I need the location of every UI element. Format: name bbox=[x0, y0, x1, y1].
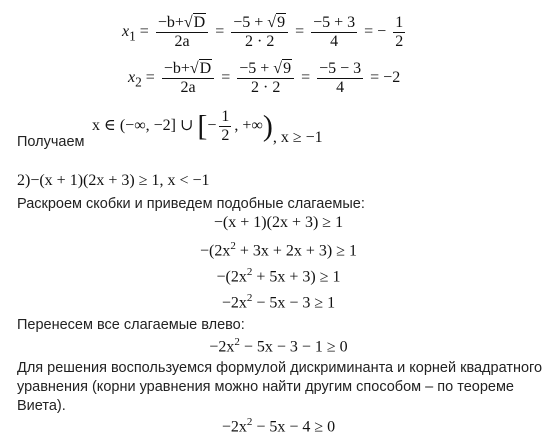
case2-line bbox=[17, 172, 210, 190]
x1-fraction-substituted: $\frac{-5 + √9}{2 \cdot 2}$ bbox=[231, 14, 288, 51]
x2-subscript: 2 bbox=[135, 74, 142, 90]
right-paren: ) bbox=[262, 109, 273, 143]
x2-result: = −2 bbox=[370, 69, 401, 87]
x2-frac3-den: 4 bbox=[336, 79, 345, 96]
answer1-set: x ∈ (−∞, −2] ∪ [− $\frac{1}{2}$ , +∞), x ≥ −1 bbox=[92, 108, 323, 147]
answer1-condition: , x ≥ −1 bbox=[272, 129, 323, 147]
x2-frac3-num: −5 − 3 bbox=[319, 60, 362, 77]
answer1-interval-den: 2 bbox=[221, 127, 230, 144]
eq-line-5-exp: 2 bbox=[234, 336, 240, 348]
answer1-set-start: x ∈ (−∞, −2] ∪ bbox=[92, 117, 198, 135]
x1-frac1-den: 2a bbox=[174, 33, 190, 50]
x2-frac2-den: 2 · 2 bbox=[250, 79, 281, 96]
x1-formula: $x_1$ = $\frac{-b+√D}{2a}$ = $\frac{-5 + √9}{2 \cdot 2}$ = $\frac{-5 + 3}{4}$ = − $\frac{1}{2}$ bbox=[122, 14, 404, 50]
x2-frac2-num: −5 + bbox=[239, 60, 274, 77]
left-bracket: [ bbox=[197, 109, 208, 143]
x1-frac2-num: −5 + bbox=[233, 14, 268, 31]
x2-fraction-general: $\frac{-b+√D}{2a}$ bbox=[162, 60, 214, 97]
eq-line-4-a: −2x bbox=[221, 294, 247, 312]
x1-frac1-num: −b+ bbox=[157, 14, 184, 31]
x1-frac3-den: 4 bbox=[330, 33, 339, 50]
x1-subscript: 1 bbox=[129, 28, 136, 44]
eq-line-4 bbox=[0, 292, 557, 312]
eq-line-5-a: −2x bbox=[209, 338, 235, 356]
eq-line-3-b: + 5x + 3) ≥ 1 bbox=[252, 268, 341, 286]
eq-line-3-a: −(2x bbox=[216, 268, 247, 286]
eq-line-1: −(x + 1)(2x + 3) ≥ 1 bbox=[213, 214, 344, 231]
answer1-interval-num: 1 bbox=[221, 108, 230, 125]
x1-fraction-general: $\frac{-b+√D}{2a}$ bbox=[156, 14, 208, 51]
eq-line-2-a: −(2x bbox=[199, 242, 231, 260]
x2-frac1-den: 2a bbox=[180, 79, 196, 96]
eq-line-3 bbox=[0, 266, 557, 286]
eq-line-2 bbox=[0, 240, 557, 260]
answer1-interval-fraction bbox=[219, 108, 231, 145]
answer1-interval-end: , +∞ bbox=[234, 117, 263, 135]
eq-line-6-a: −2x bbox=[221, 418, 247, 436]
case2-inequality: −(x + 1)(2x + 3) ≥ 1 bbox=[30, 172, 160, 189]
x1-frac3-num: −5 + 3 bbox=[313, 14, 356, 31]
x1-result-num: 1 bbox=[395, 14, 404, 31]
x1-result-fraction bbox=[393, 14, 405, 51]
x2-symbol: x bbox=[128, 69, 136, 87]
eq-line-5-b: − 5x − 3 − 1 ≥ 0 bbox=[239, 338, 348, 356]
eq-line-6 bbox=[0, 416, 557, 436]
eq-line-4-b: − 5x − 3 ≥ 1 bbox=[252, 294, 336, 312]
x2-formula: $x_2$ = $\frac{-b+√D}{2a}$ = $\frac{-5 + √9}{2 \cdot 2}$ = $\frac{-5 - 3}{4}$ = −2 bbox=[128, 60, 401, 96]
eq-line-2-exp: 2 bbox=[230, 240, 236, 252]
eq-line-2-b: + 3x + 2x + 3) ≥ 1 bbox=[235, 242, 358, 260]
case2-condition: , x < −1 bbox=[159, 172, 210, 189]
eq-line-6-b: − 5x − 4 ≥ 0 bbox=[252, 418, 336, 436]
x1-fraction-simplified bbox=[311, 14, 357, 51]
x2-fraction-simplified bbox=[317, 60, 363, 97]
eq-line-3-exp: 2 bbox=[246, 266, 253, 278]
case2-label: 2) bbox=[17, 172, 31, 189]
x1-frac2-radicand: 9 bbox=[277, 14, 286, 31]
x2-fraction-substituted: $\frac{-5 + √9}{2 \cdot 2}$ bbox=[237, 60, 294, 97]
paragraph-expand: Раскроем скобки и приведем подобные слагаемые: bbox=[17, 196, 365, 212]
x1-frac1-radicand: D bbox=[193, 14, 206, 31]
paragraph-move-left: Перенесем все слагаемые влево: bbox=[17, 317, 245, 333]
x1-frac2-den: 2 · 2 bbox=[244, 33, 275, 50]
x2-frac1-num: −b+ bbox=[163, 60, 190, 77]
eq-line-5 bbox=[0, 336, 557, 356]
eq-line-4-exp: 2 bbox=[246, 292, 253, 304]
eq-line-6-exp: 2 bbox=[246, 416, 253, 428]
paragraph-discriminant: Для решения воспользуемся формулой дискриминанта и корней квадратного уравнения (корни уравнения можно найти другим способом – по теореме Виета). bbox=[17, 360, 543, 414]
x1-result-den: 2 bbox=[395, 33, 404, 50]
x1-symbol: x bbox=[122, 23, 130, 41]
x2-frac2-radicand: 9 bbox=[283, 60, 292, 77]
x2-frac1-radicand: D bbox=[199, 60, 212, 77]
answer1-label: Получаем bbox=[17, 134, 85, 150]
x1-result-sign: = − bbox=[364, 23, 387, 41]
